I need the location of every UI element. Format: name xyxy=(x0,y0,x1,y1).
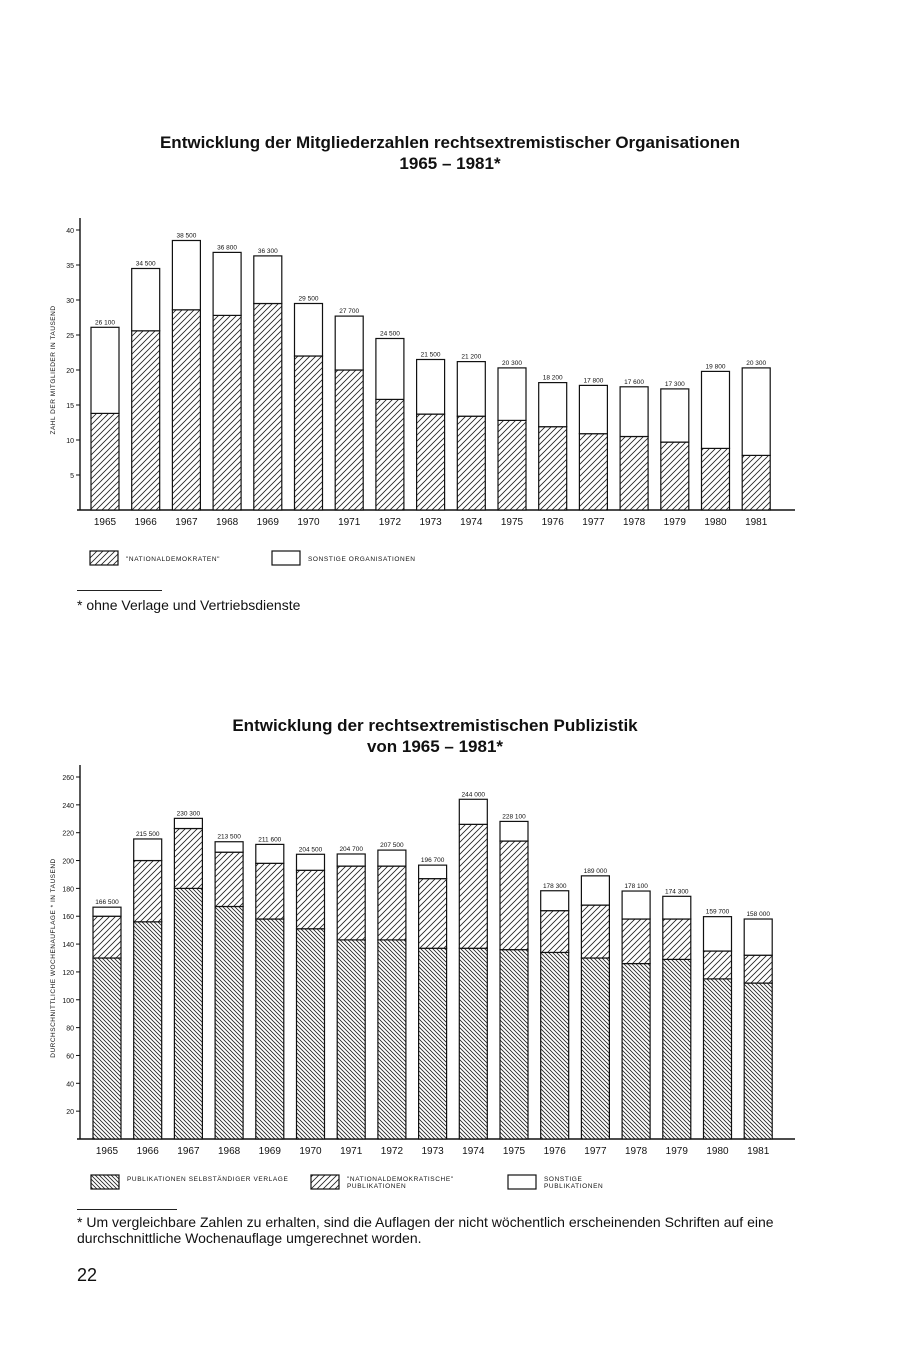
bar-total-label: 29 500 xyxy=(298,295,319,303)
bar-segment-2 xyxy=(93,916,121,958)
bar-segment-3 xyxy=(337,854,365,866)
x-tick-label: 1970 xyxy=(299,1146,322,1157)
bar-total-label: 204 500 xyxy=(298,846,323,854)
bar-segment-1 xyxy=(663,959,691,1139)
bar-total-label: 178 100 xyxy=(624,883,648,891)
chart2-title-line2: von 1965 – 1981* xyxy=(366,737,504,756)
bar-segment-1 xyxy=(744,983,772,1139)
bar-segment-3 xyxy=(174,818,202,828)
bar-segment-1 xyxy=(704,979,732,1139)
legend-label: "NATIONALDEMOKRATISCHE" PUBLIKATIONEN xyxy=(347,1176,454,1190)
x-tick-label: 1974 xyxy=(462,1146,485,1157)
y-tick-label: 25 xyxy=(66,333,74,340)
bar-segment-3 xyxy=(297,854,325,870)
chart1-title-line2: 1965 – 1981* xyxy=(399,154,501,173)
bar-total-label: 213 500 xyxy=(217,833,241,841)
x-tick-label: 1969 xyxy=(256,517,279,528)
chart2-footnote-rule xyxy=(77,1209,177,1210)
y-tick-label: 5 xyxy=(70,473,74,480)
bar-segment-2 xyxy=(581,905,609,958)
bar-total-label: 21 500 xyxy=(420,351,441,359)
legend-swatch xyxy=(91,1175,119,1189)
bar-segment-3 xyxy=(663,896,691,919)
y-tick-label: 60 xyxy=(66,1053,74,1061)
bar-total-label: 166 500 xyxy=(95,899,119,907)
x-tick-label: 1969 xyxy=(258,1146,281,1157)
chart2-footnote-text: Um vergleichbare Zahlen zu erhalten, sind die Auflagen der nicht wöchentlich erscheinenden Schriften auf eine durchschnittliche Wochenauflage umgerechnet worden. xyxy=(77,1214,774,1246)
bar-segment-3 xyxy=(93,907,121,916)
bar-segment-2 xyxy=(500,841,528,950)
bar-total-label: 38 500 xyxy=(176,232,197,240)
bar-segment-1 xyxy=(622,964,650,1139)
bar-total-label: 189 000 xyxy=(583,867,608,875)
bar-segment-3 xyxy=(581,876,609,905)
bar-segment-3 xyxy=(459,799,487,824)
bar-segment-1 xyxy=(174,888,202,1139)
x-tick-label: 1975 xyxy=(500,517,524,528)
x-tick-label: 1977 xyxy=(584,1146,607,1157)
bar-segment-3 xyxy=(419,865,447,879)
bar-total-label: 17 600 xyxy=(624,378,645,386)
y-tick-label: 220 xyxy=(62,830,74,838)
y-tick-label: 40 xyxy=(66,1081,74,1089)
bar-segment-1 xyxy=(541,952,569,1139)
legend-label: PUBLIKATIONEN SELBSTÄNDIGER VERLAGE xyxy=(127,1176,289,1183)
bar-total-label: 21 200 xyxy=(461,353,482,361)
legend-label: "NATIONALDEMOKRATEN" xyxy=(126,556,221,563)
x-tick-label: 1978 xyxy=(624,1146,648,1157)
bar-total-label: 196 700 xyxy=(420,857,445,865)
y-tick-label: 20 xyxy=(66,1109,74,1117)
bar-segment-2 xyxy=(744,955,772,983)
y-tick-label: 120 xyxy=(62,969,74,977)
bar-segment-2 xyxy=(174,829,202,889)
bar-segment-2 xyxy=(337,866,365,940)
legend-swatch xyxy=(508,1175,536,1189)
bar-segment-3 xyxy=(744,919,772,955)
x-tick-label: 1980 xyxy=(704,517,727,528)
bar-segment-1 xyxy=(256,919,284,1139)
bar-total-label: 244 000 xyxy=(461,791,486,799)
bar-segment-2 xyxy=(215,852,243,906)
x-tick-label: 1980 xyxy=(706,1146,729,1157)
y-axis-label: ZAHL DER MITGLIEDER IN TAUSEND xyxy=(50,305,57,435)
chart1-title-line1: Entwicklung der Mitgliederzahlen rechtsextremistischer Organisationen xyxy=(159,133,741,152)
x-tick-label: 1967 xyxy=(175,517,198,528)
y-tick-label: 200 xyxy=(62,858,74,866)
bar-total-label: 36 300 xyxy=(257,247,278,255)
chart2-footnote xyxy=(77,1214,777,1246)
legend-label: SONSTIGE ORGANISATIONEN xyxy=(308,556,416,563)
bar-segment-2 xyxy=(134,861,162,922)
bar-segment-2 xyxy=(622,919,650,964)
x-tick-label: 1975 xyxy=(502,1146,526,1157)
bar-total-label: 207 500 xyxy=(380,842,404,850)
y-tick-label: 140 xyxy=(62,942,74,950)
y-tick-label: 20 xyxy=(66,368,74,375)
bar-total-label: 159 700 xyxy=(705,908,730,916)
legend-label: SONSTIGE PUBLIKATIONEN xyxy=(544,1176,604,1190)
x-tick-label: 1979 xyxy=(663,517,686,528)
bar-segment-3 xyxy=(541,891,569,911)
bar-total-label: 204 700 xyxy=(339,845,363,853)
bar-segment-1 xyxy=(215,906,243,1139)
bar-segment-3 xyxy=(378,850,406,866)
bar-segment-2 xyxy=(541,911,569,953)
chart1-footnote-text: ohne Verlage und Vertriebsdienste xyxy=(86,597,301,613)
y-tick-label: 100 xyxy=(62,997,74,1005)
bar-total-label: 26 100 xyxy=(95,319,115,327)
bar-total-label: 211 600 xyxy=(258,836,282,844)
bar-segment-2 xyxy=(256,863,284,919)
bar-total-label: 17 800 xyxy=(583,377,604,385)
x-tick-label: 1973 xyxy=(421,1146,444,1157)
x-tick-label: 1967 xyxy=(177,1146,200,1157)
x-tick-label: 1968 xyxy=(217,1146,241,1157)
page-number: 22 xyxy=(77,1265,98,1285)
bar-total-label: 20 300 xyxy=(502,359,522,367)
y-tick-label: 180 xyxy=(62,886,74,894)
bar-segment-2 xyxy=(704,951,732,979)
y-tick-label: 160 xyxy=(62,914,74,922)
y-tick-label: 240 xyxy=(62,802,74,810)
bar-total-label: 174 300 xyxy=(665,888,689,896)
bar-total-label: 230 300 xyxy=(176,810,201,818)
bar-segment-1 xyxy=(378,940,406,1139)
bar-segment-2 xyxy=(419,879,447,949)
x-tick-label: 1971 xyxy=(340,1146,363,1157)
bar-segment-3 xyxy=(134,839,162,861)
y-tick-label: 40 xyxy=(66,228,74,235)
bar-total-label: 36 800 xyxy=(217,244,238,252)
x-tick-label: 1966 xyxy=(134,517,157,528)
y-tick-label: 30 xyxy=(66,298,74,305)
bar-total-label: 24 500 xyxy=(379,330,400,338)
bar-segment-1 xyxy=(93,958,121,1139)
bar-segment-1 xyxy=(134,922,162,1139)
bar-total-label: 228 100 xyxy=(502,813,526,821)
x-tick-label: 1977 xyxy=(582,517,605,528)
bar-total-label: 19 800 xyxy=(705,363,726,371)
bar-segment-1 xyxy=(500,950,528,1139)
bar-segment-2 xyxy=(459,824,487,948)
bar-total-label: 158 000 xyxy=(746,911,770,919)
x-tick-label: 1973 xyxy=(419,517,442,528)
x-tick-label: 1966 xyxy=(136,1146,159,1157)
x-tick-label: 1965 xyxy=(93,517,117,528)
x-tick-label: 1976 xyxy=(541,517,564,528)
bar-segment-2 xyxy=(663,919,691,959)
y-tick-label: 15 xyxy=(66,403,74,410)
x-tick-label: 1976 xyxy=(543,1146,566,1157)
chart2-title-line1: Entwicklung der rechtsextremistischen Publizistik xyxy=(232,716,638,735)
y-tick-label: 80 xyxy=(66,1025,74,1033)
bar-total-label: 17 300 xyxy=(664,380,685,388)
bar-segment-3 xyxy=(704,917,732,951)
bar-segment-1 xyxy=(297,929,325,1139)
y-axis-label: DURCHSCHNITTLICHE WOCHENAUFLAGE * IN TAUSEND xyxy=(50,858,57,1058)
x-tick-label: 1965 xyxy=(95,1146,119,1157)
x-tick-label: 1978 xyxy=(622,517,646,528)
bar-total-label: 20 300 xyxy=(746,359,767,367)
footnote-marker: * xyxy=(77,597,83,613)
bar-segment-2 xyxy=(297,870,325,928)
bar-total-label: 178 300 xyxy=(542,882,567,890)
legend-swatch xyxy=(311,1175,339,1189)
y-tick-label: 10 xyxy=(66,438,74,445)
bar-total-label: 34 500 xyxy=(135,260,156,268)
bar-segment-3 xyxy=(256,844,284,863)
x-tick-label: 1968 xyxy=(215,517,239,528)
x-tick-label: 1981 xyxy=(745,517,768,528)
bar-total-label: 27 700 xyxy=(339,308,360,316)
bar-segment-1 xyxy=(581,958,609,1139)
x-tick-label: 1979 xyxy=(665,1146,688,1157)
footnote-marker: * xyxy=(77,1214,83,1230)
bar-total-label: 215 500 xyxy=(135,830,160,838)
bar-segment-3 xyxy=(215,842,243,852)
x-tick-label: 1974 xyxy=(460,517,483,528)
bar-segment-3 xyxy=(500,821,528,841)
bar-segment-1 xyxy=(419,948,447,1139)
bar-segment-3 xyxy=(622,891,650,919)
x-tick-label: 1972 xyxy=(378,517,402,528)
x-tick-label: 1972 xyxy=(380,1146,404,1157)
x-tick-label: 1971 xyxy=(338,517,361,528)
bar-segment-1 xyxy=(337,940,365,1139)
bar-total-label: 18 200 xyxy=(542,374,563,382)
y-tick-label: 260 xyxy=(62,775,74,782)
bar-segment-2 xyxy=(378,866,406,940)
y-tick-label: 35 xyxy=(66,263,74,270)
bar-segment-1 xyxy=(459,948,487,1139)
x-tick-label: 1970 xyxy=(297,517,320,528)
x-tick-label: 1981 xyxy=(747,1146,770,1157)
